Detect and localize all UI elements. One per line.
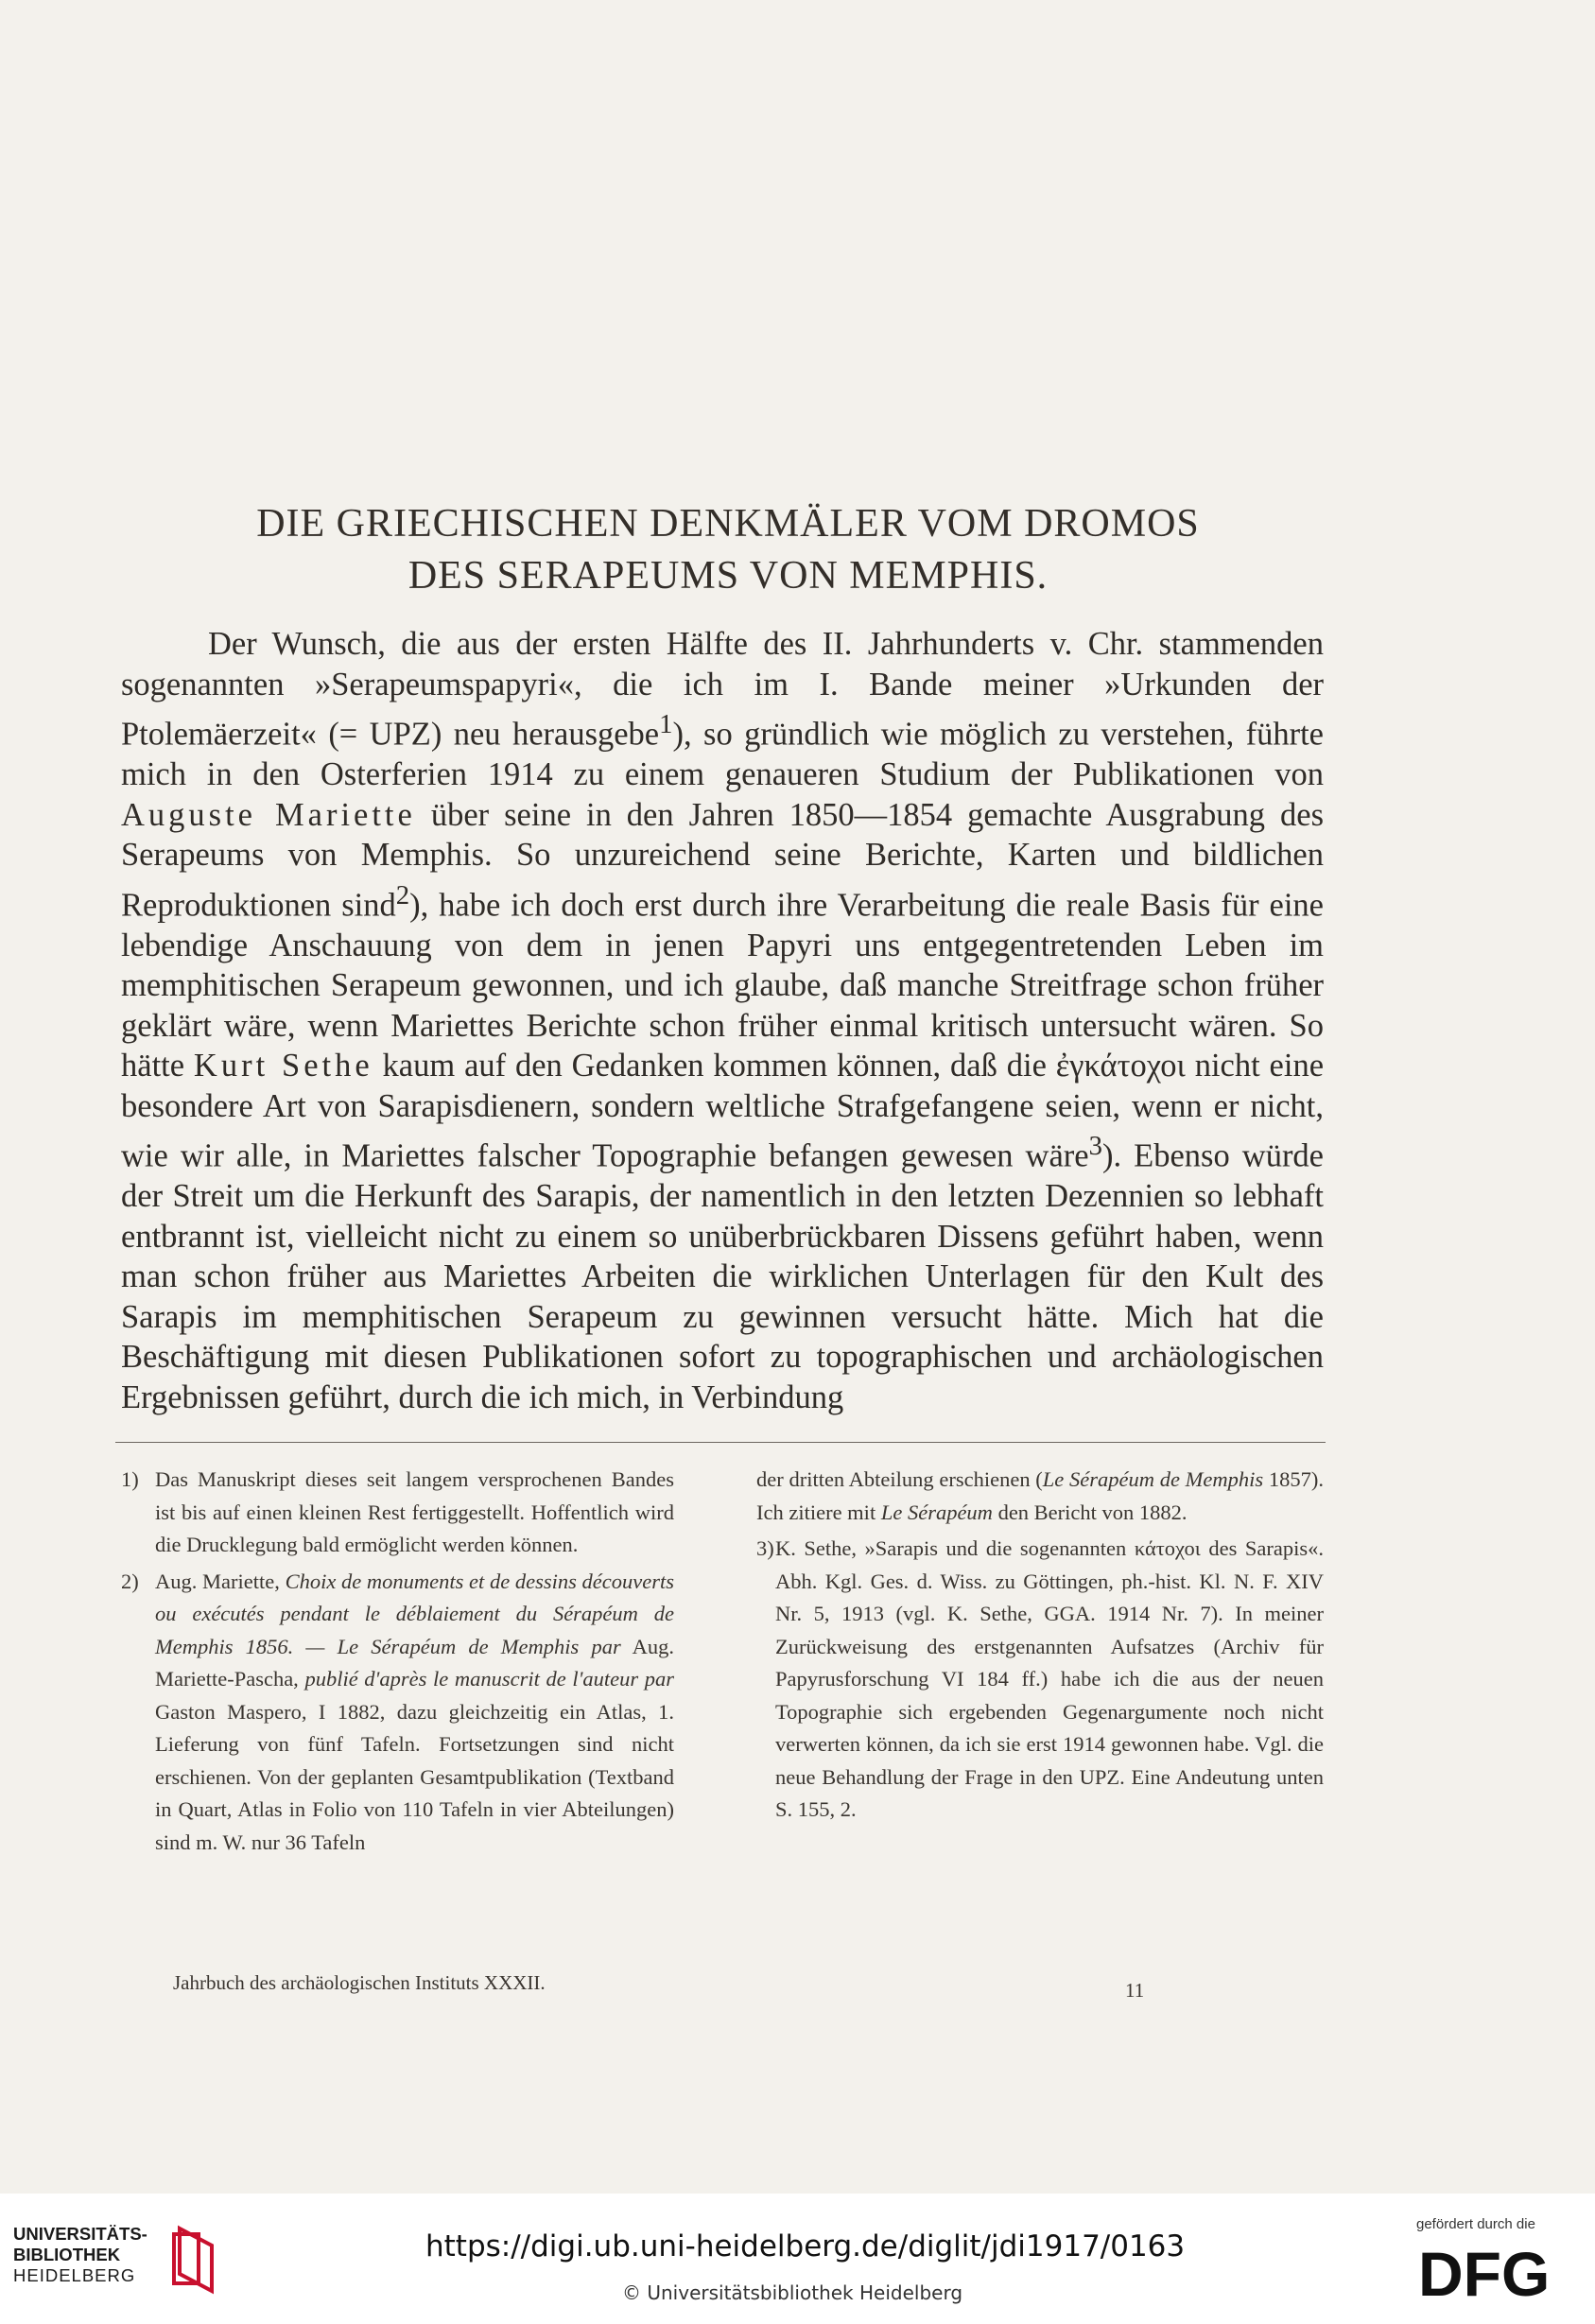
- body-text-segment: ), so gründlich wie möglich zu verstehen, führte mich in den Osterferien 1914 zu einem genaueren Studium der Publikationen von: [121, 716, 1324, 792]
- footnote-text: Aug. Mariette-Pascha,: [155, 1634, 674, 1691]
- dfg-logo[interactable]: [1418, 2243, 1574, 2301]
- library-name-line-2: BIBLIOTHEK: [13, 2245, 121, 2264]
- footnote-divider: [115, 1442, 1326, 1443]
- library-name-line-3: HEIDELBERG: [13, 2265, 136, 2285]
- footnote-1: [121, 1464, 674, 1562]
- university-library-name: [13, 2224, 147, 2286]
- body-text-segment: Der Wunsch, die aus der ersten Hälfte des II. Jahrhunderts v. Chr. stammenden sogenannten »Serapeumspapyri«, die ich im I. Bande meiner »Urkunden der Ptolemäerzeit« (= UPZ) neu herausgebe: [121, 626, 1324, 753]
- body-text-segment: ), habe ich doch erst durch ihre Verarbeitung die reale Basis für eine lebendige Anschauung von dem in jenen Papyri uns entgegentretenden Leben im memphitischen Serapeum gewonnen, und ich glaube, daß manche Streitfrage schon früher geklärt wäre, wenn Mariettes Berichte schon früher einmal kritisch untersucht wären. So hätte: [121, 887, 1324, 1084]
- footnote-ref-2: 2: [395, 879, 410, 911]
- page-number: 11: [1125, 1979, 1145, 2002]
- footnote-text: der dritten Abteilung erschienen (: [756, 1467, 1043, 1491]
- article-title-line-2: DES SERAPEUMS VON MEMPHIS.: [407, 554, 1049, 598]
- footnote-text: den Bericht von 1882.: [992, 1500, 1188, 1524]
- footnotes-right-column: [756, 1464, 1324, 1830]
- footnote-number: 1): [121, 1467, 139, 1491]
- footnotes-left-column: [121, 1464, 674, 1863]
- author-name-sethe: Kurt Sethe: [193, 1048, 373, 1084]
- permalink-url[interactable]: https://digi.ub.uni-heidelberg.de/diglit/jdi1917/0163: [425, 2229, 1186, 2263]
- body-text-segment: über seine in den Jahren 1850—1854 gemachte Ausgrabung des Serapeums von Memphis. So unzureichend seine Berichte, Karten und bildlichen Reproduktionen sind: [121, 796, 1324, 923]
- footnote-text: K. Sethe, »Sarapis und die sogenannten κάτοχοι des Sarapis«. Abh. Kgl. Ges. d. Wiss. zu Göttingen, ph.-hist. Kl. N. F. XIV Nr. 5, 1913 (vgl. K. Sethe, GGA. 1914 Nr. 7). In meiner Zurückweisung des erstgenannten Aufsatzes (Archiv für Papyrusforschung VI 184 ff.) habe ich die aus der neuen Topographie sich ergebenden Gegenargumente noch nicht verwerten können, da ich sie erst 1914 gewonnen habe. Vgl. die neue Behandlung der Frage in den UPZ. Eine Andeutung unten S. 155, 2.: [775, 1536, 1324, 1821]
- dfg-logo-text: DFG: [1418, 2243, 1551, 2301]
- footnote-number: 3): [756, 1536, 774, 1560]
- body-text-segment: ). Ebenso würde der Streit um die Herkunft des Sarapis, der namentlich in den letzten Dezennien so lebhaft entbrannt ist, vielleicht nicht zu einem so unüberbrückbaren Dissens geführt haben, wenn man schon früher aus Mariettes Arbeiten die wirklichen Unterlagen für den Kult des Sarapis im memphitischen Serapeum zu gewinnen versucht hätte. Mich hat die Beschäftigung mit diesen Publikationen sofort zu topographischen und archäologischen Ergebnissen geführt, durch die ich mich, in Verbindung: [121, 1137, 1324, 1415]
- footnote-text-italic: Choix de monuments et de dessins découverts ou exécutés pendant le déblaiement du Sérapéum de Memphis 1856. — Le Sérapéum de Memphis par: [155, 1569, 674, 1658]
- copyright-notice: © Universitätsbibliothek Heidelberg: [622, 2281, 963, 2304]
- footnote-ref-3: 3: [1088, 1131, 1102, 1161]
- footnote-text-italic: Le Sérapéum de Memphis: [1042, 1467, 1264, 1491]
- footnote-2-continued: [756, 1464, 1324, 1529]
- body-paragraph: [121, 624, 1324, 1417]
- footnote-text: Gaston Maspero, I 1882, dazu gleichzeitig ein Atlas, 1. Lieferung von fünf Tafeln. Fortsetzungen sind nicht erschienen. Von der geplanten Gesamtpublikation (Textband in Quart, Atlas in Folio von 110 Tafeln in vier Abteilungen) sind m. W. nur 36 Tafeln: [155, 1699, 674, 1854]
- footnote-2: [121, 1566, 674, 1860]
- article-title-line-1: DIE GRIECHISCHEN DENKMÄLER VOM DROMOS: [256, 502, 1200, 546]
- library-name-line-1: UNIVERSITÄTS-: [13, 2224, 147, 2244]
- footnote-text: Das Manuskript dieses seit langem versprochenen Bandes ist bis auf einen kleinen Rest fertiggestellt. Hoffentlich wird die Drucklegung bald ermöglicht werden können.: [155, 1467, 674, 1556]
- footnote-ref-1: 1: [659, 709, 673, 739]
- running-footer: Jahrbuch des archäologischen Instituts XXXII.: [173, 1971, 546, 1994]
- footnote-text-italic: publié d'après le manuscrit de l'auteur par: [304, 1667, 674, 1691]
- footnote-3: [756, 1533, 1324, 1827]
- footnote-text: 1857). Ich zitiere mit: [756, 1467, 1325, 1524]
- footnote-text-italic: Le Sérapéum: [880, 1500, 993, 1524]
- footnote-number: 2): [121, 1569, 139, 1593]
- library-logo-icon: [174, 2229, 212, 2291]
- funding-notice: gefördert durch die: [1416, 2216, 1535, 2232]
- body-text-segment: kaum auf den Gedanken kommen können, daß die ἐγκάτοχοι nicht eine besondere Art von Sarapisdienern, sondern weltliche Strafgefangene seien, wenn er nicht, wie wir alle, in Mariettes falscher Topographie befangen gewesen wäre: [121, 1048, 1325, 1174]
- author-name-mariette: Auguste Mariette: [121, 796, 416, 833]
- footnote-text: Aug. Mariette,: [155, 1569, 286, 1593]
